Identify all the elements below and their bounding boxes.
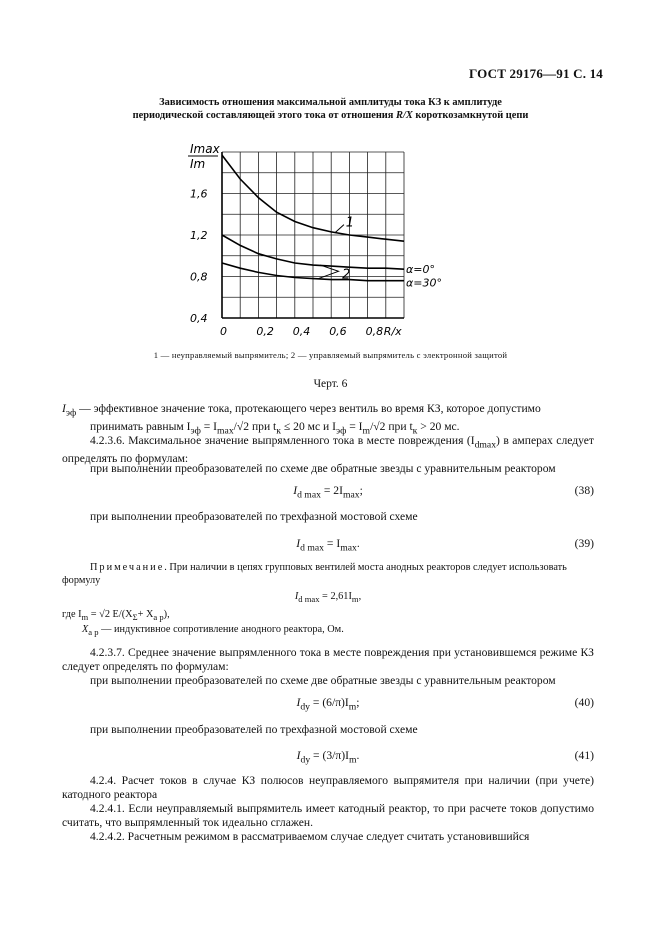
y-tick-label: 1,2 bbox=[190, 229, 208, 242]
paragraph-two-stars-1: при выполнении преобразователей по схеме две обратные звезды с уравнительным реактором bbox=[90, 462, 556, 475]
x-tick-label: 0,4 bbox=[292, 325, 311, 338]
curve-label-1-leader bbox=[335, 225, 344, 233]
paragraph-two-stars-2: при выполнении преобразователей по схеме две обратные звезды с уравнительным реактором bbox=[90, 674, 556, 687]
curve-label-2: 2 bbox=[342, 267, 351, 283]
formula-38-number: (38) bbox=[574, 484, 594, 497]
x-axis-label: R/x bbox=[383, 325, 402, 338]
page-header: ГОСТ 29176—91 С. 14 bbox=[469, 66, 603, 81]
alpha-label-0: α=0° bbox=[406, 263, 435, 277]
x-tick-label: 0,6 bbox=[329, 325, 347, 338]
paragraph-bridge-1: при выполнении преобразователей по трехфазной мостовой схеме bbox=[90, 510, 418, 523]
paragraph-4-2-4: 4.2.4. Расчет токов в случае КЗ полюсов неуправляемого выпрямителя при наличии (при учете) катодного реактора bbox=[62, 774, 594, 801]
y-tick-label: 0,4 bbox=[190, 312, 208, 325]
paragraph-4-2-4-2: 4.2.4.2. Расчетным режимом в рассматриваемом случае следует считать установившийся bbox=[90, 830, 530, 843]
figure-caption: 1 — неуправляемый выпрямитель; 2 — управляемый выпрямитель с электронной защитой bbox=[153, 350, 508, 360]
y-tick-label: 1,6 bbox=[190, 187, 208, 201]
where-line-2: $X_{а р}$ — индуктивное сопротивление анодного реактора, Ом. bbox=[82, 624, 344, 638]
curve-label-1: 1 bbox=[345, 215, 355, 231]
paragraph-4-2-3-7: 4.2.3.7. Среднее значение выпрямленного тока в месте повреждения при установившемся режиме КЗ следует определять по формулам: bbox=[62, 646, 594, 673]
formula-39-number: (39) bbox=[574, 537, 594, 550]
y-tick-label: 0,8 bbox=[190, 270, 208, 284]
figure-number: Черт. 6 bbox=[313, 378, 348, 390]
figure-title-line1: Зависимость отношения максимальной амплитуды тока КЗ к амплитуде bbox=[159, 97, 502, 108]
alpha-label-30: α=30° bbox=[406, 276, 442, 290]
ratio-chart bbox=[170, 140, 470, 345]
y-axis-label-bottom: Im bbox=[190, 157, 206, 171]
paragraph-ief: $I_{эф}$ — эффективное значение тока, протекающего через вентиль во время КЗ, которое допустимо принимать равным $I_{эф} = I_{max}/√2$ при $t_к \le 20$ мс и $I_{эф} = I_m/√2$ при $t_к > 20$ мс. bbox=[62, 402, 541, 437]
figure-title bbox=[0, 96, 661, 122]
x-tick-label: 0 bbox=[220, 325, 227, 338]
note: Примечание. При наличии в цепях групповых вентилей моста анодных реакторов следует использовать формулу bbox=[62, 562, 567, 586]
y-axis-label-top: Imax bbox=[190, 142, 220, 156]
where-line-1: где $I_m = √2$ $E/(X_\Sigma+ X_{а р})$, bbox=[62, 609, 170, 623]
formula-41-number: (41) bbox=[574, 749, 594, 762]
paragraph-4-2-4-1: 4.2.4.1. Если неуправляемый выпрямитель имеет катодный реактор, то при расчете токов допустимо считать, что выпрямленный ток идеально сглажен. bbox=[62, 802, 594, 829]
paragraph-bridge-2: при выполнении преобразователей по трехфазной мостовой схеме bbox=[90, 723, 418, 736]
figure-title-line2: периодической составляющей этого тока от отношения R/X короткозамкнутой цепи bbox=[132, 110, 529, 121]
x-tick-label: 0,2 bbox=[256, 325, 274, 338]
formula-40-number: (40) bbox=[574, 696, 594, 709]
paragraph-4-2-3-6: 4.2.3.6. Максимальное значение выпрямленного тока в месте повреждения $(I_{dmax})$ в амперах следует определять по формулам: bbox=[62, 434, 594, 466]
x-tick-label: 0,8 bbox=[365, 325, 384, 338]
